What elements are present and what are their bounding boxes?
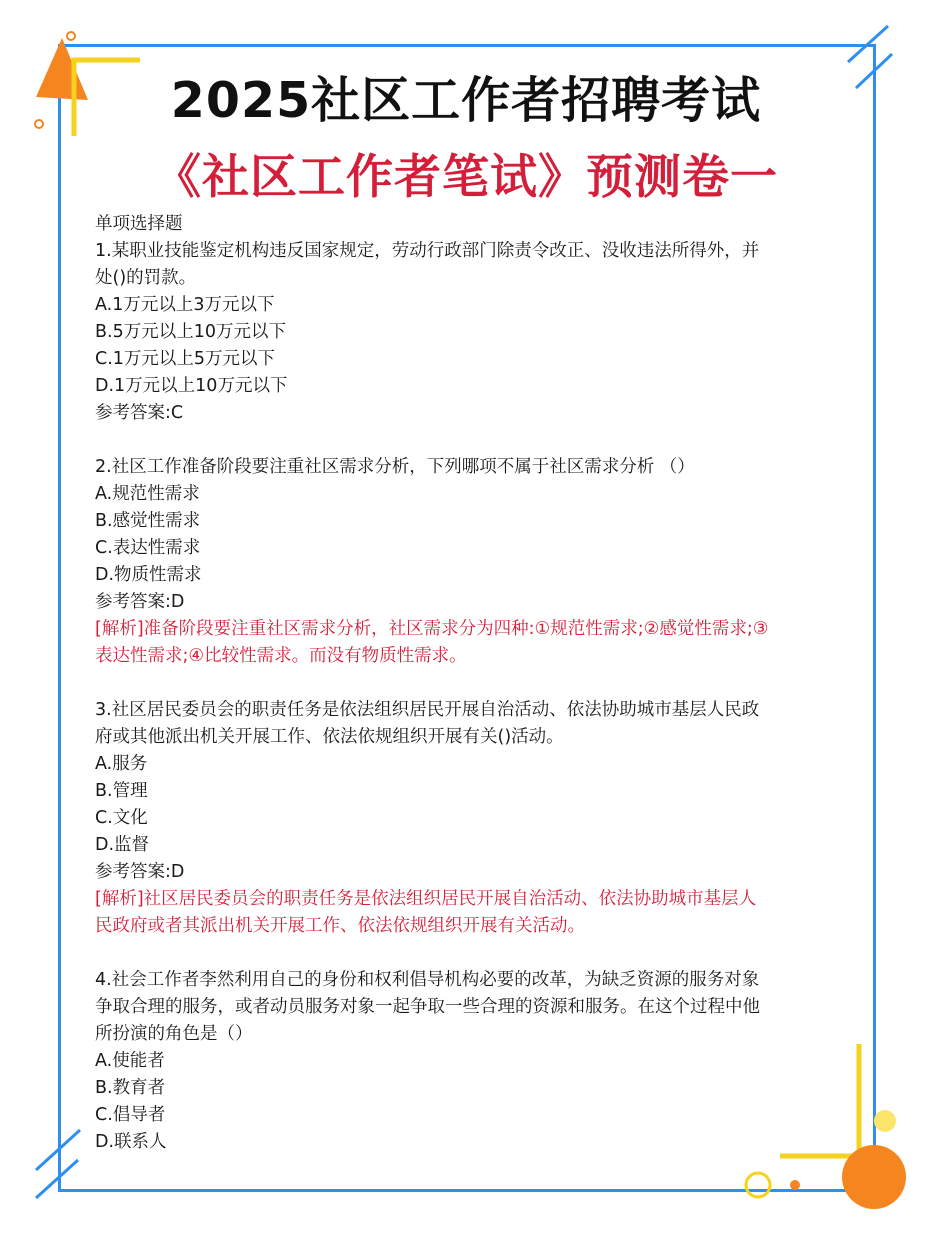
analysis-text: [解析]社区居民委员会的职责任务是依法组织居民开展自治活动、依法协助城市基层人	[95, 889, 757, 909]
orange-dot	[790, 1180, 800, 1190]
answer-text: 参考答案:C	[95, 403, 184, 423]
question-stem: 府或其他派出机关开展工作、依法依规组织开展有关()活动。	[95, 727, 564, 747]
option-b: B.教育者	[95, 1078, 166, 1098]
option-c: C.1万元以上5万元以下	[95, 349, 276, 369]
analysis-text: [解析]准备阶段要注重社区需求分析，社区需求分为四种:①规范性需求;②感觉性需求;③	[95, 619, 769, 639]
question-stem: 4.社会工作者李然利用自己的身份和权利倡导机构必要的改革，为缺乏资源的服务对象	[95, 970, 760, 990]
question-block	[95, 238, 835, 427]
question-block	[95, 454, 835, 670]
page-title: 2025社区工作者招聘考试	[170, 72, 762, 129]
option-c: C.表达性需求	[95, 538, 201, 558]
question-block	[95, 697, 835, 940]
page-subtitle: 《社区工作者笔试》预测卷一	[154, 150, 778, 205]
option-d: D.物质性需求	[95, 565, 202, 585]
section-label: 单项选择题	[95, 214, 183, 234]
yellow-ring	[746, 1173, 770, 1197]
spacer	[95, 427, 835, 454]
option-c: C.倡导者	[95, 1105, 166, 1125]
option-d: D.监督	[95, 835, 150, 855]
small-orange-ring	[67, 32, 75, 40]
question-stem: 2.社区工作准备阶段要注重社区需求分析，下列哪项不属于社区需求分析 （）	[95, 457, 695, 477]
option-a: A.使能者	[95, 1051, 165, 1071]
option-a: A.规范性需求	[95, 484, 200, 504]
option-d: D.1万元以上10万元以下	[95, 376, 288, 396]
question-stem: 3.社区居民委员会的职责任务是依法组织居民开展自治活动、依法协助城市基层人民政	[95, 700, 760, 720]
option-b: B.5万元以上10万元以下	[95, 322, 286, 342]
option-a: A.服务	[95, 754, 148, 774]
question-stem: 处()的罚款。	[95, 268, 197, 288]
orange-big-circle	[842, 1145, 906, 1209]
answer-text: 参考答案:D	[95, 592, 185, 612]
question-stem: 1.某职业技能鉴定机构违反国家规定，劳动行政部门除责令改正、没收违法所得外，并	[95, 241, 760, 261]
analysis-text: 表达性需求;④比较性需求。而没有物质性需求。	[95, 646, 467, 666]
blue-diagonal-line	[848, 26, 888, 62]
analysis-text: 民政府或者其派出机关开展工作、依法依规组织开展有关活动。	[95, 916, 585, 936]
exam-content	[95, 211, 835, 1156]
option-d: D.联系人	[95, 1132, 167, 1152]
answer-text: 参考答案:D	[95, 862, 185, 882]
question-stem: 争取合理的服务，或者动员服务对象一起争取一些合理的资源和服务。在这个过程中他	[95, 997, 760, 1017]
option-b: B.管理	[95, 781, 148, 801]
option-a: A.1万元以上3万元以下	[95, 295, 275, 315]
option-b: B.感觉性需求	[95, 511, 201, 531]
option-c: C.文化	[95, 808, 148, 828]
spacer	[95, 670, 835, 697]
question-stem: 所扮演的角色是（）	[95, 1024, 253, 1044]
question-block	[95, 967, 835, 1156]
yellow-dot	[874, 1110, 896, 1132]
spacer	[95, 940, 835, 967]
